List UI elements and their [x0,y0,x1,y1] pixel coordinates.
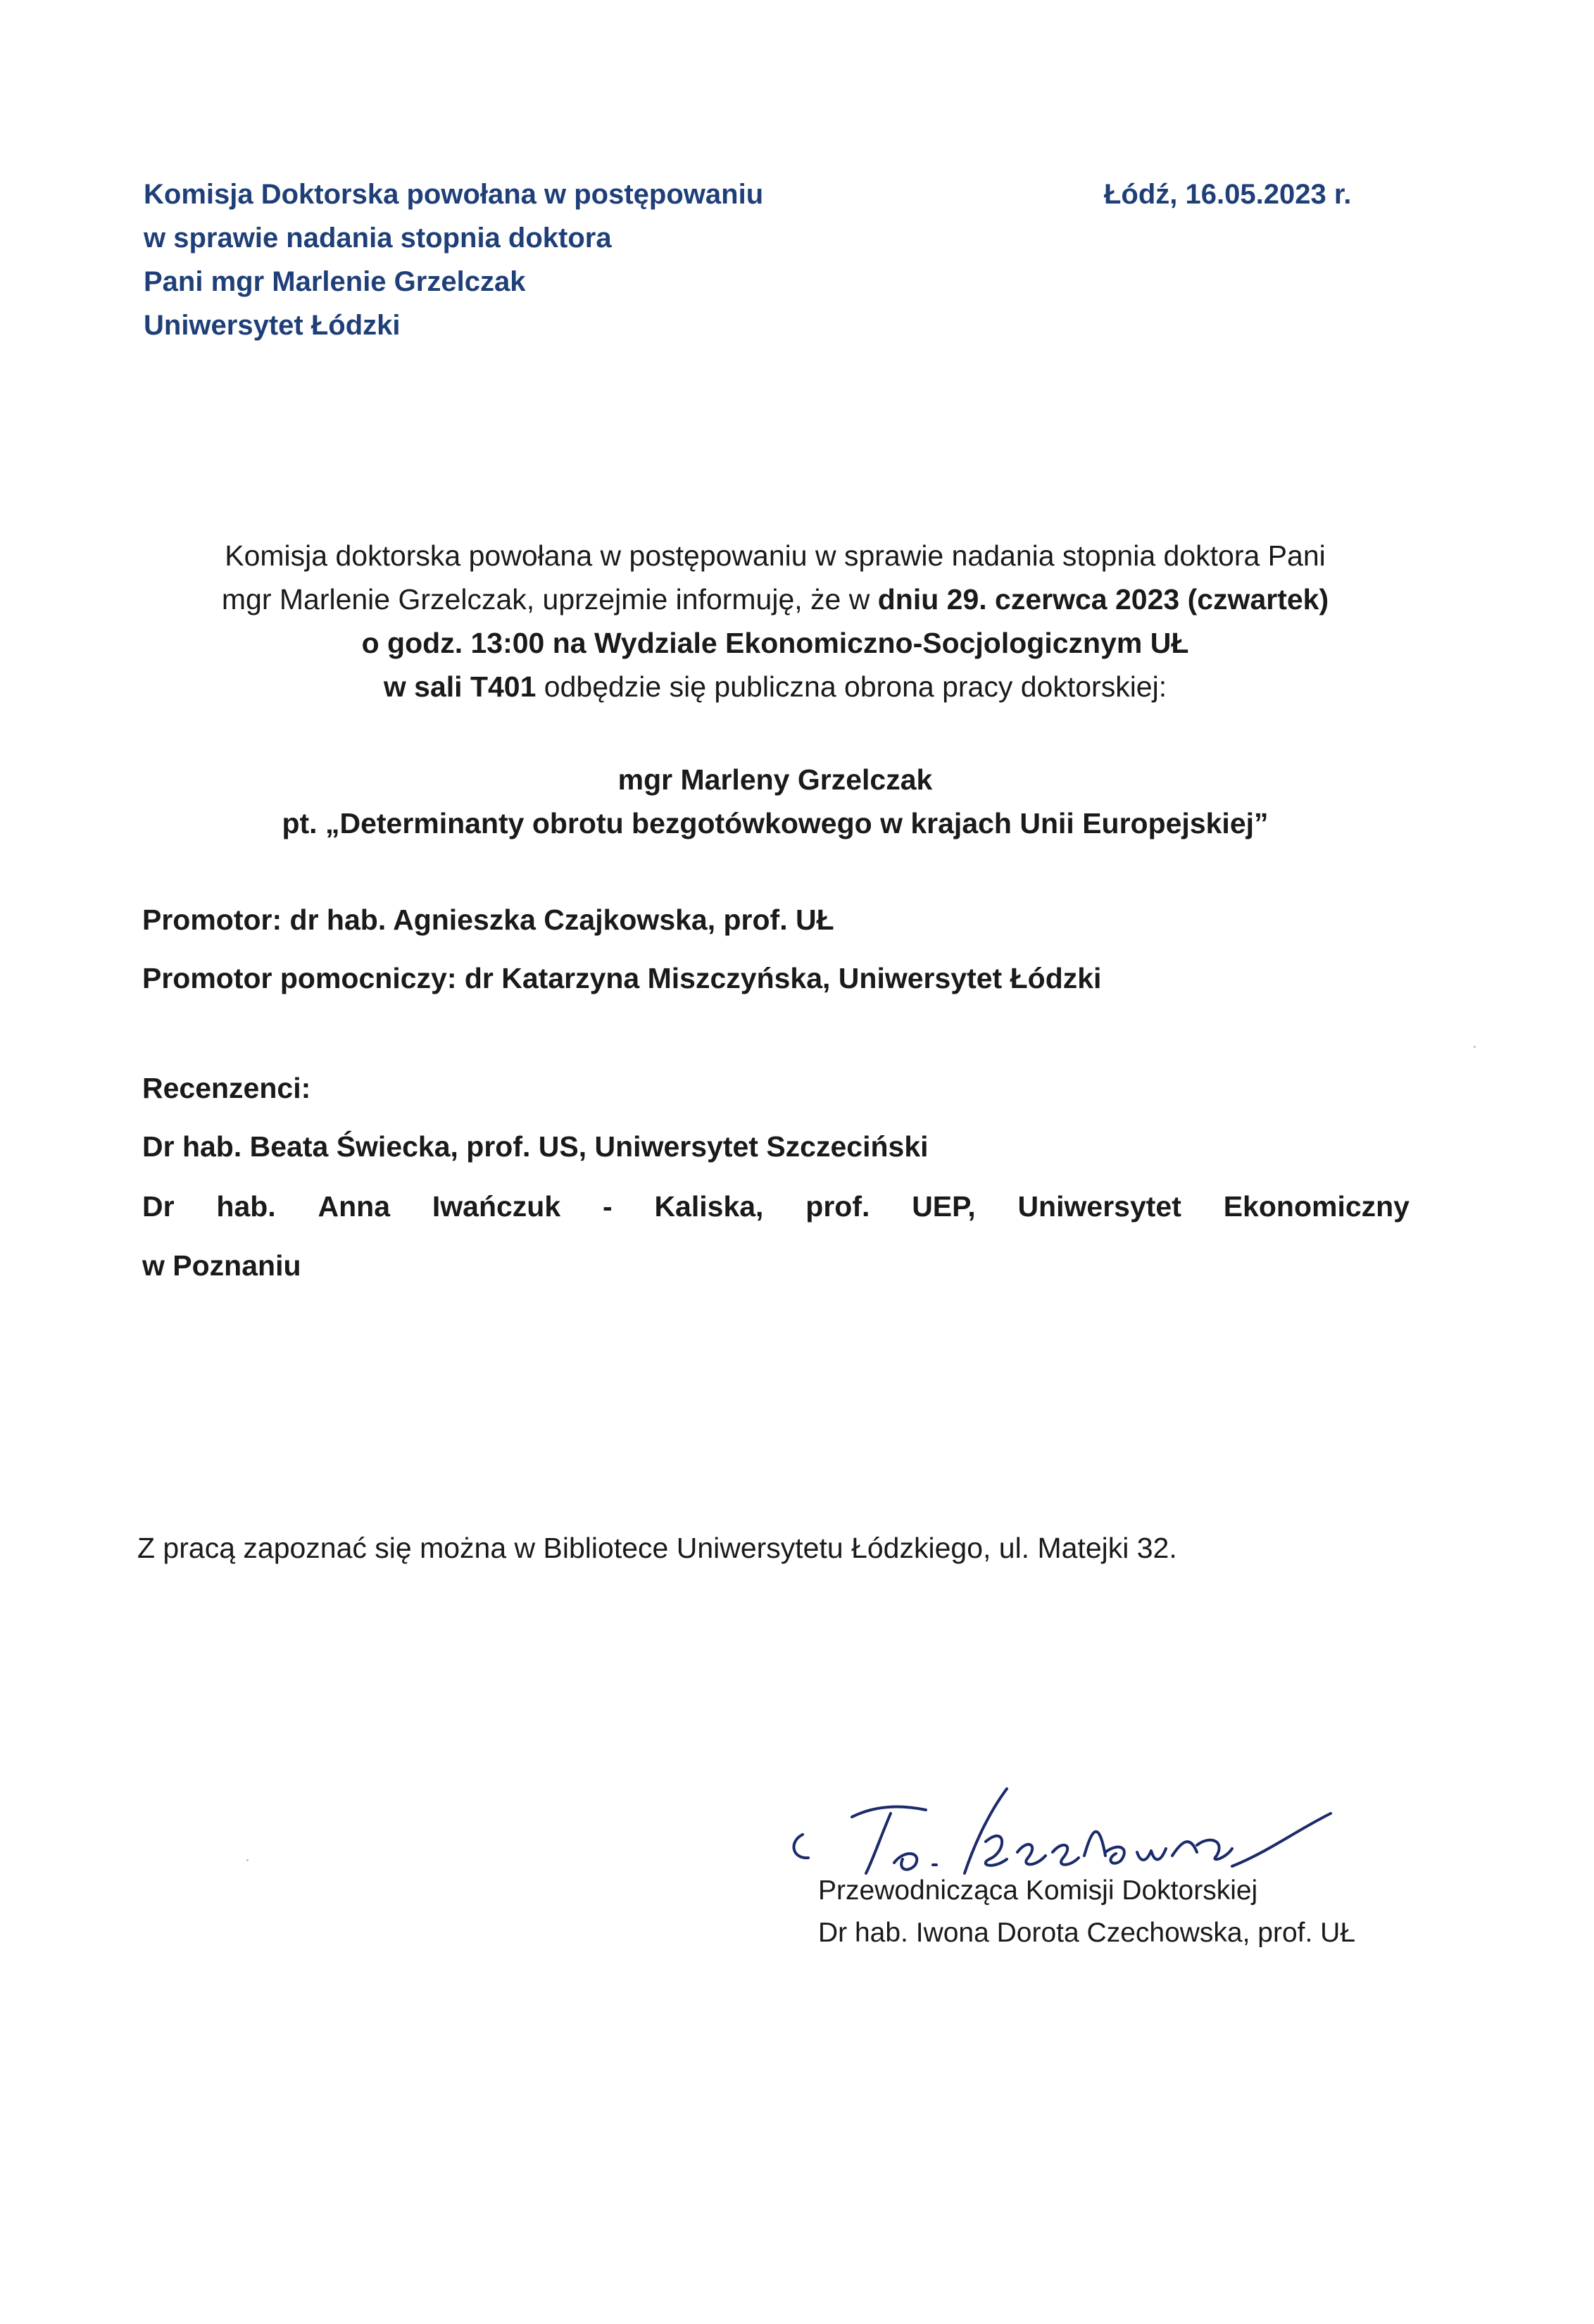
reviewer-2-word: prof. [805,1190,870,1223]
intro-line-1: Komisja doktorska powołana w postępowaniu w sprawie nadania stopnia doktora Pani [225,539,1326,572]
document-date: Łódź, 16.05.2023 r. [1104,179,1352,210]
candidate-block [141,758,1410,845]
promotor: Promotor: dr hab. Agnieszka Czajkowska, prof. UŁ [142,904,834,936]
signer-name: Dr hab. Iwona Dorota Czechowska, prof. UŁ [818,1918,1356,1948]
reviewer-2-word: Iwańczuk [432,1190,561,1223]
thesis-title: pt. „Determinanty obrotu bezgotówkowego w krajach Unii Europejskiej” [282,807,1269,839]
sender-block [144,173,989,347]
sender-line-4: Uniwersytet Łódzki [144,310,401,341]
intro-line-2-text: mgr Marlenie Grzelczak, uprzejmie informuję, że w [221,583,878,616]
sender-line-3: Pani mgr Marlenie Grzelczak [144,266,526,297]
intro-line-2 [141,577,1410,621]
scan-speck [246,1859,249,1861]
reviewers-heading: Recenzenci: [142,1072,311,1104]
reviewer-2-word: Uniwersytet [1017,1190,1181,1223]
intro-line-4-text: odbędzie się publiczna obrona pracy doktorskiej: [536,670,1167,703]
reviewer-2-word: - [602,1190,613,1223]
reviewer-1: Dr hab. Beata Świecka, prof. US, Uniwersytet Szczeciński [142,1130,929,1163]
reviewer-2-word: hab. [216,1190,276,1223]
defense-date: dniu 29. czerwca 2023 (czwartek) [877,583,1329,616]
intro-paragraph [141,534,1410,708]
reviewer-2-word: UEP, [912,1190,976,1223]
reviewer-2-word: Kaliska, [654,1190,764,1223]
scan-speck [1474,1046,1476,1048]
signature-block [818,1870,1355,1954]
reviewer-2-word: Anna [318,1190,391,1223]
signer-role: Przewodnicząca Komisji Doktorskiej [818,1875,1258,1906]
reviewer-2-word: Ekonomiczny [1223,1190,1410,1223]
sender-line-1: Komisja Doktorska powołana w postępowaniu [144,179,764,210]
reviewer-2-word: Dr [142,1190,175,1223]
closing-note: Z pracą zapoznać się można w Bibliotece Uniwersytetu Łódzkiego, ul. Matejki 32. [137,1532,1177,1564]
intro-line-4 [141,665,1410,708]
defense-room: w sali T401 [383,670,536,703]
sender-line-2: w sprawie nadania stopnia doktora [144,223,612,254]
promotor-pomocniczy: Promotor pomocniczy: dr Katarzyna Miszczyńska, Uniwersytet Łódzki [142,962,1102,994]
defense-time-place: o godz. 13:00 na Wydziale Ekonomiczno-Socjologicznym UŁ [361,627,1189,659]
reviewer-2 [142,1190,1410,1223]
candidate-name: mgr Marleny Grzelczak [617,763,933,796]
reviewer-2-continuation: w Poznaniu [142,1249,301,1282]
